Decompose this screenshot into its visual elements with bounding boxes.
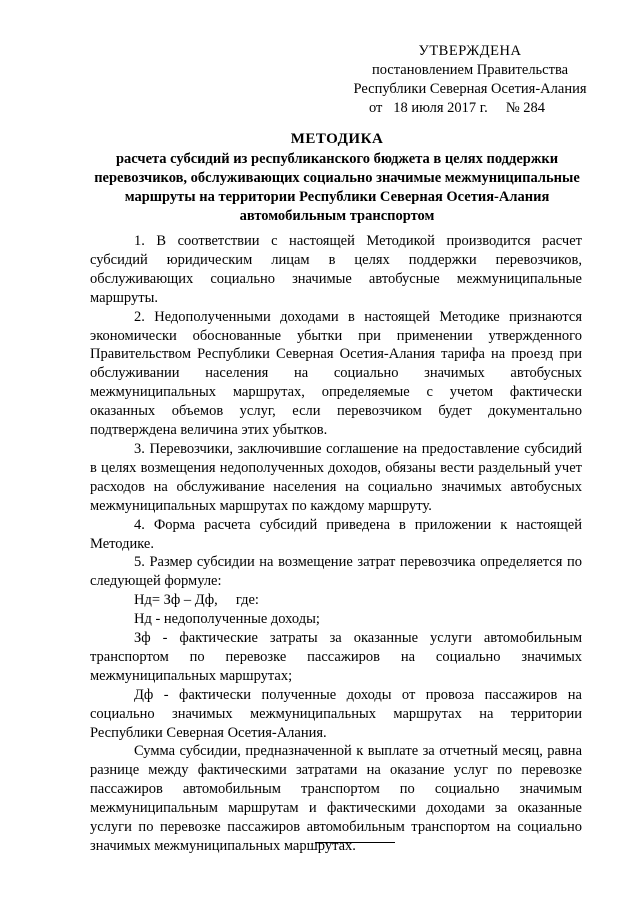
approval-stamp — [335, 42, 605, 118]
approval-title: УТВЕРЖДЕНА — [418, 43, 522, 59]
definition-nd: Нд - недополученные доходы; — [134, 611, 320, 628]
end-rule — [315, 842, 395, 843]
paragraph-5: 5. Размер субсидии на возмещение затрат перевозчика определяется по следующей формуле: — [90, 554, 582, 590]
definition-df: Дф - фактически полученные доходы от провоза пассажиров на социально значимых межмуниципальных маршрутах на территории Республики Северная Осетия-Алания. — [90, 686, 582, 741]
paragraph-2: 2. Недополученными доходами в настоящей Методике признаются экономически обоснованные убытки при применении утвержденного Правительством Республики Северная Осетия-Алания тарифа на проезд при обслуживании населения на социально значимых автобусных межмуниципальных маршрутах, определяемые с учетом фактически оказанных объемов услуг, если перевозчиком будет документально подтверждена величина этих убытков. — [90, 308, 582, 439]
approval-date-line: от 18 июля 2017 г. № 284 — [369, 100, 546, 116]
approval-line-1: постановлением Правительства — [371, 62, 569, 78]
paragraph-3: 3. Перевозчики, заключившие соглашение на предоставление субсидий в целях возмещения недополученных доходов, обязаны вести раздельный учет расходов на обслуживание населения на социально значимых автобусных межмуниципальных маршрутах по каждому маршруту. — [90, 440, 582, 514]
paragraph-1: 1. В соответствии с настоящей Методикой производится расчет субсидий юридическим лицам в целях поддержки перевозчиков, обслуживающих социально значимые автобусные межмуниципальные маршруты. — [90, 233, 582, 306]
definition-zf: Зф - фактические затраты за оказанные услуги автомобильным транспортом по перевозке пассажиров на социально значимых межмуниципальных маршрутах; — [90, 630, 582, 684]
approval-line-2: Республики Северная Осетия-Алания — [353, 81, 587, 97]
paragraph-4: 4. Форма расчета субсидий приведена в приложении к настоящей Методике. — [90, 516, 582, 552]
document-body — [90, 232, 582, 856]
document-title — [92, 130, 582, 226]
title-main: МЕТОДИКА — [290, 131, 384, 147]
title-subtitle: расчета субсидий из республиканского бюджета в целях поддержки перевозчиков, обслуживающих социально значимые межмуниципальные маршруты на территории Республики Северная Осетия-Алания автомобильным транспортом — [94, 151, 580, 224]
paragraph-subsidy-sum: Сумма субсидии, предназначенной к выплате за отчетный месяц, равна разнице между фактическими затратами на оказание услуг по перевозке пассажиров автомобильным транспортом по социально значимым межмуниципальным маршрутам и фактическими доходами за оказанные услуги по перевозке пассажиров автомобильным транспортом на социально значимых межмуниципальных маршрутах. — [90, 743, 582, 854]
formula: Нд= Зф – Дф, где: — [134, 592, 259, 609]
